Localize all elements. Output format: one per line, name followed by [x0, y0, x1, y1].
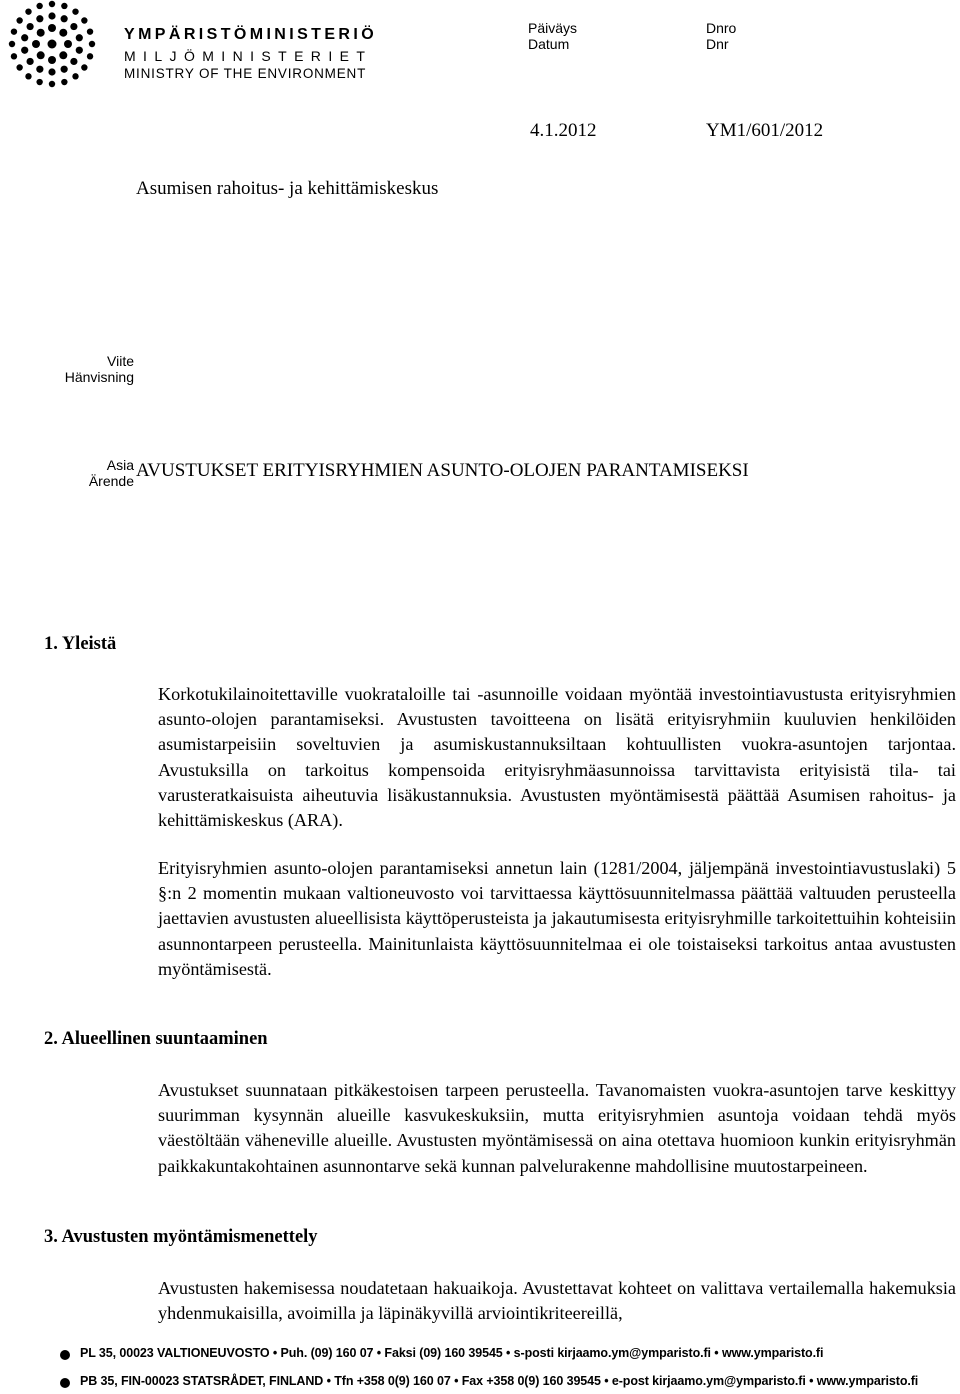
footer-contact-fi: PL 35, 00023 VALTIONEUVOSTO • Puh. (09) 160 07 • Faksi (09) 160 39545 • s-posti kirjaamo.ym@ymparisto.fi • www.ymparisto.fi — [80, 1346, 824, 1360]
emblem-dot — [89, 41, 95, 47]
dot-ring-emblem-icon — [0, 0, 110, 92]
emblem-dot — [36, 66, 43, 73]
date-label — [528, 20, 577, 52]
emblem-dot — [32, 40, 40, 48]
subject-title: AVUSTUKSET ERITYISRYHMIEN ASUNTO-OLOJEN PARANTAMISEKSI — [136, 460, 749, 481]
logo-line-sv: MILJÖMINISTERIET — [124, 48, 373, 64]
emblem-dot — [48, 68, 55, 75]
emblem-dot — [48, 56, 56, 64]
logo-line-en: MINISTRY OF THE ENVIRONMENT — [124, 66, 367, 81]
reference-label-sv: Hänvisning — [64, 369, 134, 385]
document-date: 4.1.2012 — [530, 120, 597, 141]
date-label-fi: Päiväys — [528, 20, 578, 36]
emblem-dot — [61, 3, 67, 9]
emblem-dot — [48, 24, 56, 32]
emblem-dot — [59, 51, 67, 59]
reference-label — [30, 353, 134, 385]
bullet-icon — [60, 1350, 70, 1360]
emblem-dot — [27, 23, 34, 30]
dnro-label-fi: Dnro — [706, 20, 737, 36]
emblem-dot — [61, 79, 67, 85]
emblem-dot — [61, 66, 68, 73]
emblem-dot — [21, 47, 28, 54]
emblem-dot — [36, 15, 43, 22]
dnro-label — [706, 20, 736, 52]
emblem-dot — [25, 8, 31, 14]
emblem-dot — [76, 34, 83, 41]
emblem-dot — [16, 17, 22, 23]
subject-label-fi: Asia — [106, 457, 134, 473]
emblem-dot — [27, 58, 34, 65]
emblem-dot — [61, 15, 68, 22]
ministry-logo — [0, 0, 378, 92]
date-label-sv: Datum — [528, 36, 570, 52]
emblem-dot — [87, 28, 93, 34]
emblem-dot — [11, 28, 17, 34]
emblem-dot — [81, 17, 87, 23]
subject-label — [30, 457, 134, 489]
section-heading-3: 3. Avustusten myöntämismenettely — [44, 1227, 318, 1247]
emblem-dot — [21, 34, 28, 41]
emblem-dot — [64, 40, 72, 48]
emblem-dot — [72, 73, 78, 79]
emblem-dot — [49, 1, 55, 7]
emblem-dot — [36, 79, 42, 85]
logo-line-fi: YMPÄRISTÖMINISTERIÖ — [124, 26, 378, 43]
emblem-dot — [49, 81, 55, 87]
bullet-icon — [60, 1378, 70, 1388]
emblem-dot — [48, 12, 55, 19]
emblem-dot — [16, 64, 22, 70]
footer — [0, 1340, 960, 1394]
emblem-dot — [9, 41, 15, 47]
section-1-paragraph-2: Erityisryhmien asunto-olojen parantamiseksi annetun lain (1281/2004, jäljempänä investointiavustuslaki) 5 §:n 2 momentin mukaan valtioneuvosto voi tarvittaessa käyttösuunnitelmassa päättää valtuuden perusteella jaettavien avustusten alueellisista käyttöperusteista ja jakautumisesta erityisryhmille tarkoitettuihin kohteisiin asunnontarpeen perusteella. Mainitunlaista käyttösuunnitelmaa ei ole toistaiseksi tarkoitus antaa avustusten myöntämisestä. — [158, 858, 956, 979]
emblem-dot — [25, 73, 31, 79]
document-number: YM1/601/2012 — [706, 120, 824, 141]
section-1-paragraph-1: Korkotukilainoitettaville vuokrataloille tai -asunnoille voidaan myöntää investointiavustusta erityisryhmien asunto-olojen parantamiseksi. Avustusten tavoitteena on lisätä erityisryhmiin kuuluvien henkilöiden asumistarpeisiin soveltuvien ja asumiskustannuksiltaan kohtuullisten vuokra-asuntojen tarjontaa. Avustuksilla on tarkoitus kompensoida erityisryhmäasunnoissa tarvittavista erityisistä tila- tai varusteratkaisuista aiheutuvia lisäkustannuksia. Avustusten myöntämisestä päättää Asumisen rahoitus- ja kehittämiskeskus (ARA). — [158, 684, 956, 831]
emblem-dot — [76, 47, 83, 54]
emblem-dot — [59, 29, 67, 37]
emblem-center-dot — [48, 40, 57, 49]
emblem-dot — [81, 64, 87, 70]
section-heading-2: 2. Alueellinen suuntaaminen — [44, 1029, 268, 1049]
emblem-dot — [11, 53, 17, 59]
footer-contact-sv: PB 35, FIN-00023 STATSRÅDET, FINLAND • Tfn +358 0(9) 160 07 • Fax +358 0(9) 160 39545 • e-post kirjaamo.ym@ymparisto.fi • www.ymparisto.fi — [80, 1374, 919, 1388]
emblem-dot — [70, 58, 77, 65]
dnro-label-sv: Dnr — [706, 36, 729, 52]
emblem-dot — [72, 8, 78, 14]
emblem-dot — [87, 53, 93, 59]
section-heading-1: 1. Yleistä — [44, 634, 117, 654]
section-2-paragraph-1: Avustukset suunnataan pitkäkestoisen tarpeen perusteella. Tavanomaisten vuokra-asuntojen tarve keskittyy suurimman kysynnän alueille kasvukeskuksiin, mutta erityisryhmien asuntoja voidaan tehdä myös väestöltään väheneville alueille. Avustusten myöntämisessä on aina otettava huomioon kunkin erityisryhmän paikkakuntakohtainen asunnontarve sekä kunnan palvelurakenne mahdollisine muutostarpeineen. — [158, 1080, 956, 1176]
recipient: Asumisen rahoitus- ja kehittämiskeskus — [136, 178, 439, 199]
section-3-paragraph-1: Avustusten hakemisessa noudatetaan hakuaikoja. Avustettavat kohteet on valittava vertailemalla hakemuksia yhdenmukaisilla, avoimilla ja läpinäkyvillä arviointikriteereillä, — [158, 1278, 956, 1324]
emblem-dot — [36, 3, 42, 9]
emblem-dot — [37, 29, 45, 37]
subject-label-sv: Ärende — [88, 473, 134, 489]
emblem-dot — [37, 51, 45, 59]
emblem-dot — [70, 23, 77, 30]
reference-label-fi: Viite — [107, 353, 134, 369]
